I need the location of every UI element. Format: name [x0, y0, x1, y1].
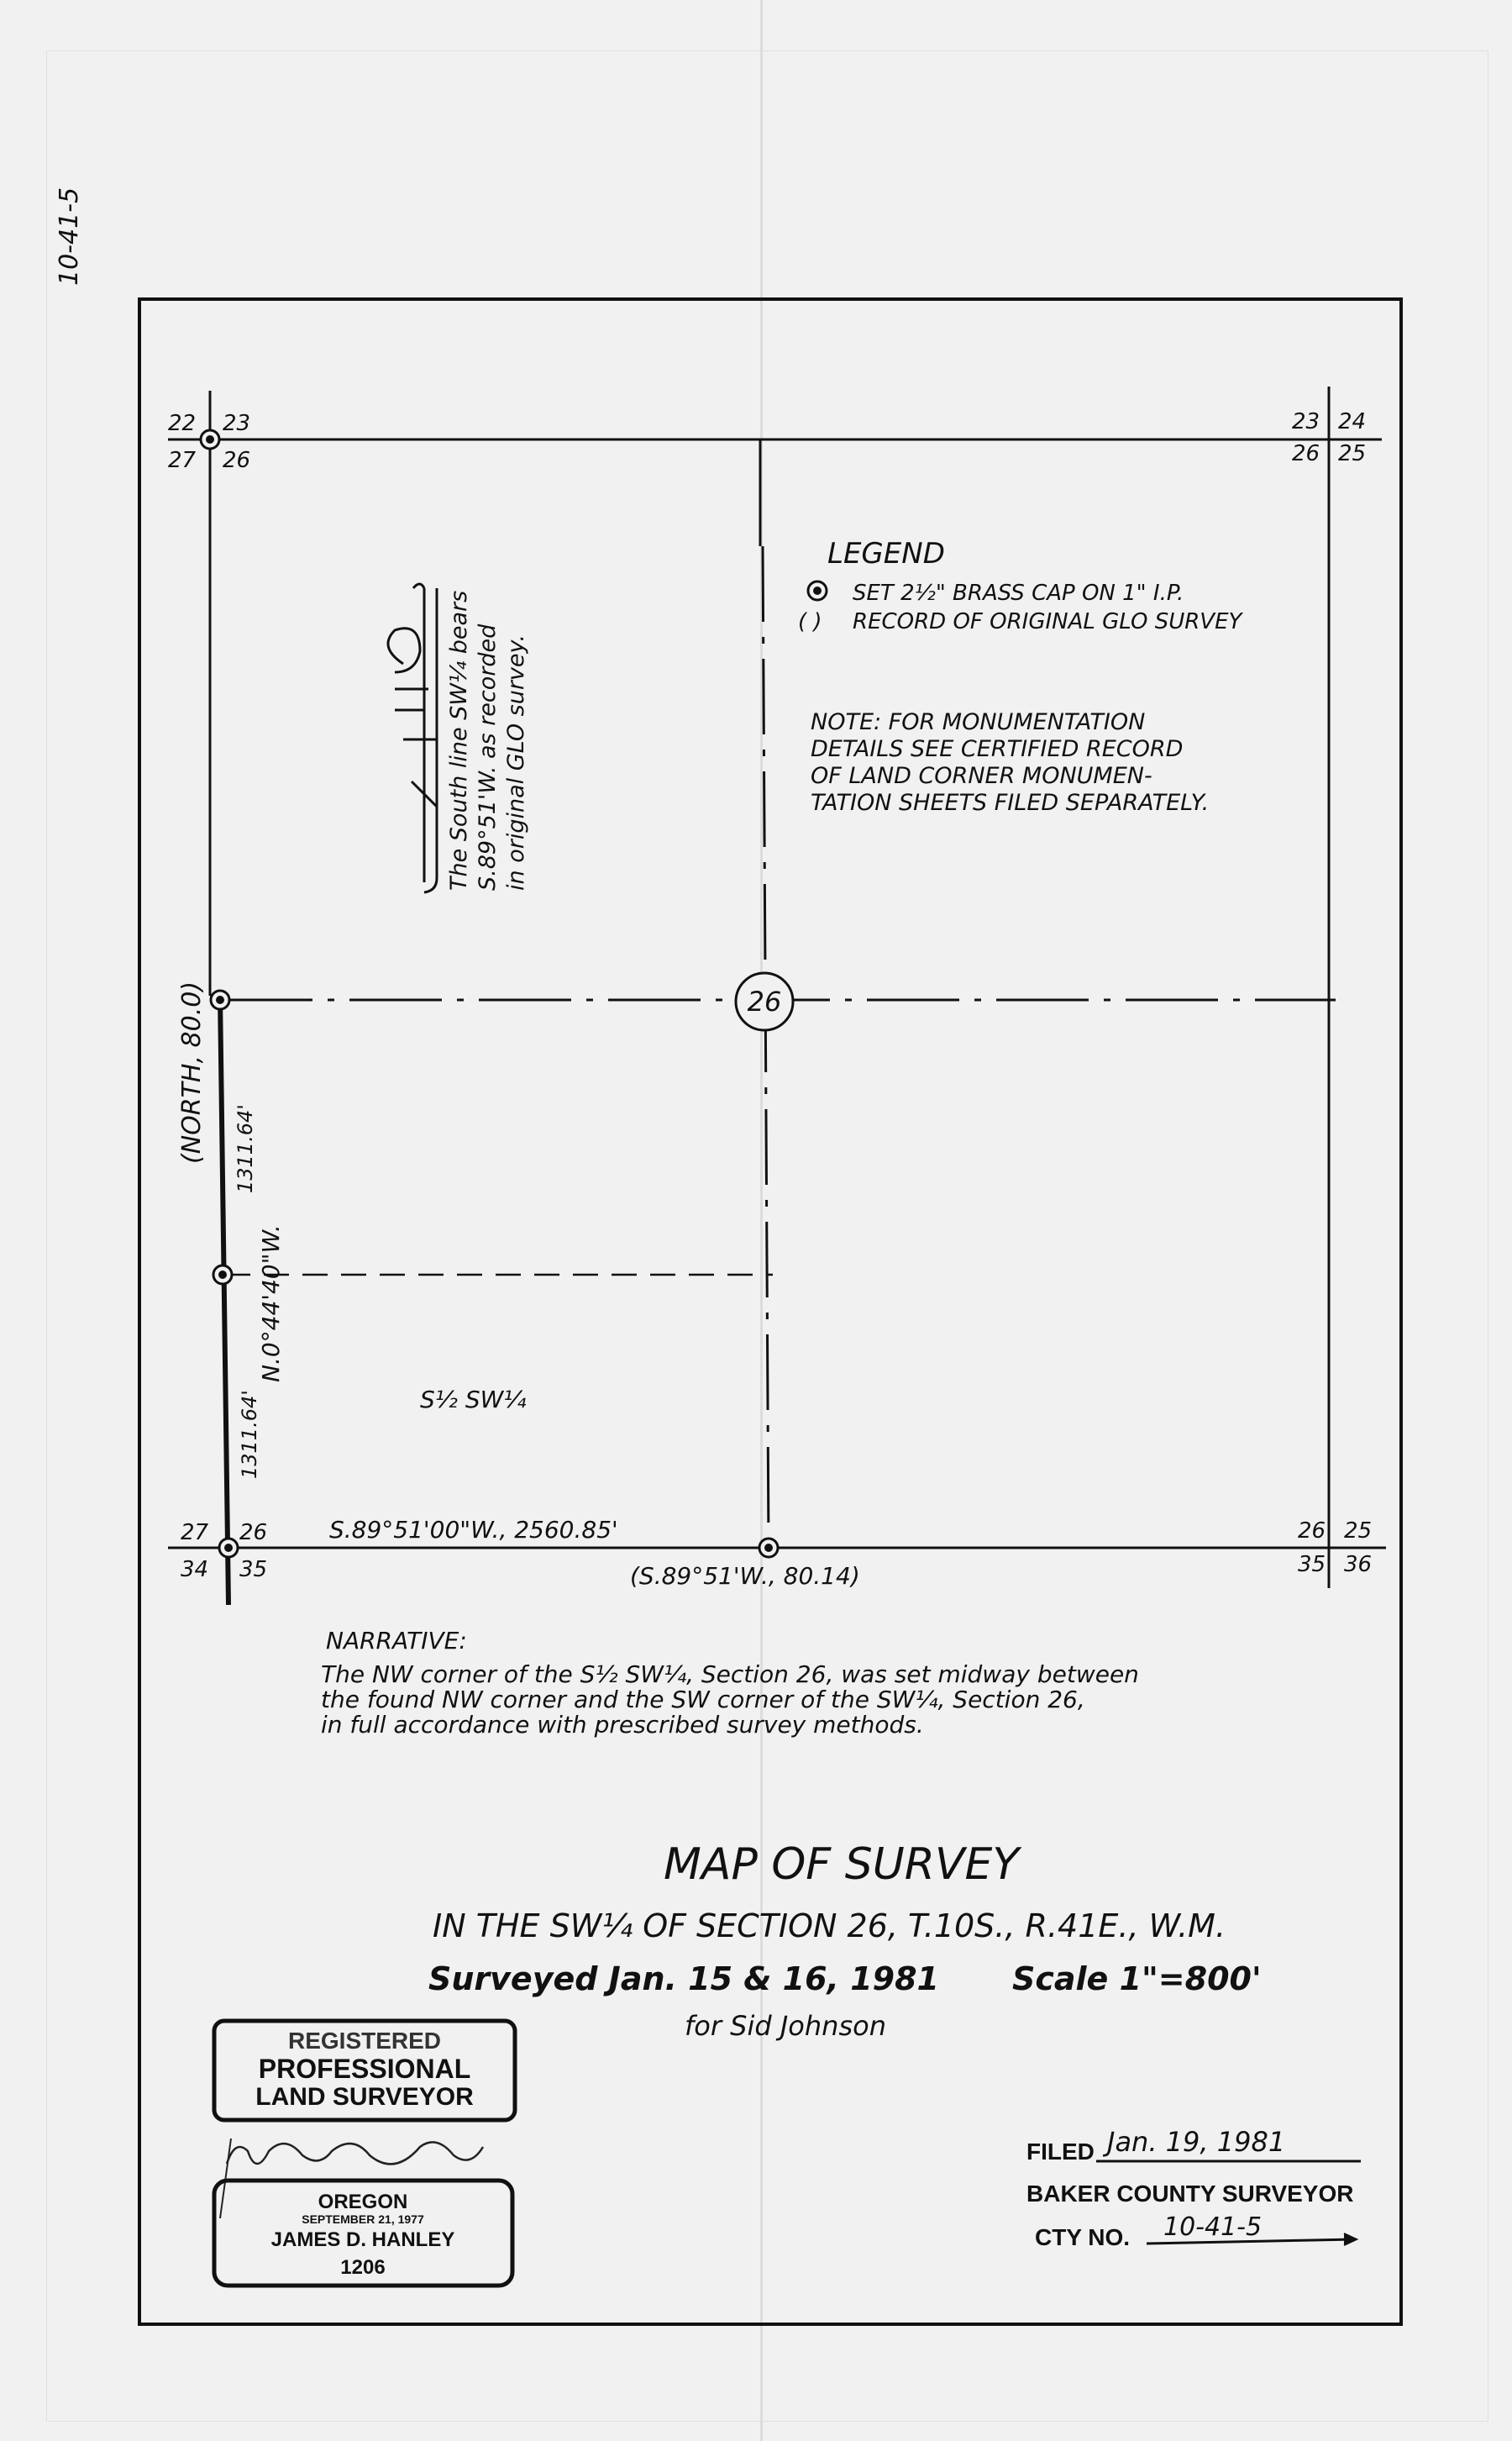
- filed-date: Jan. 19, 1981: [1107, 2126, 1286, 2158]
- svg-text:PROFESSIONAL: PROFESSIONAL: [258, 2054, 471, 2084]
- legend-brass-cap-icon: [808, 581, 827, 600]
- section-number-marker: [736, 973, 793, 1030]
- svg-text:in original GLO survey.: in original GLO survey.: [503, 634, 529, 891]
- svg-text:DETAILS SEE CERTIFIED RECORD: DETAILS SEE CERTIFIED RECORD: [811, 736, 1184, 762]
- svg-text:27: 27: [181, 1520, 209, 1545]
- svg-text:OF LAND CORNER MONUMEN-: OF LAND CORNER MONUMEN-: [811, 763, 1152, 789]
- svg-text:26: 26: [1292, 441, 1320, 466]
- section-number: 26: [747, 986, 782, 1018]
- monumentation-note: [811, 709, 1209, 816]
- svg-text:the found NW corner and the SW: the found NW corner and the SW corner of the SW¼, Section 26,: [321, 1686, 1085, 1713]
- svg-text:35: 35: [239, 1557, 268, 1582]
- county-number-label: CTY NO.: [1035, 2224, 1131, 2250]
- svg-text:26: 26: [1298, 1518, 1326, 1544]
- legend-record-icon: ( ): [798, 609, 822, 634]
- svg-text:The South line SW¼ bears: The South line SW¼ bears: [446, 590, 472, 891]
- legend: [798, 537, 1244, 634]
- narrative-title: NARRATIVE:: [326, 1627, 467, 1655]
- svg-text:25: 25: [1344, 1518, 1373, 1544]
- svg-text:36: 36: [1344, 1552, 1373, 1577]
- road-note: [446, 591, 529, 891]
- county-number-value: 10-41-5: [1163, 2212, 1263, 2242]
- oregon-surveyor-stamp: [214, 2181, 512, 2286]
- svg-text:23: 23: [223, 411, 251, 436]
- survey-date: Surveyed Jan. 15 & 16, 1981: [428, 1960, 939, 1997]
- svg-text:NOTE: FOR MONUMENTATION: NOTE: FOR MONUMENTATION: [811, 709, 1146, 735]
- west-bearing-label: N.0°44'40"W.: [257, 1224, 285, 1382]
- south-bearing-label: S.89°51'00"W., 2560.85': [329, 1516, 618, 1544]
- monument-w-quarter: [211, 991, 229, 1009]
- svg-text:in full accordance with prescr: in full accordance with prescribed survey methods.: [321, 1711, 924, 1739]
- legend-item-glo-record: RECORD OF ORIGINAL GLO SURVEY: [853, 609, 1242, 634]
- svg-text:S.89°51'W. as recorded: S.89°51'W. as recorded: [475, 623, 501, 891]
- title-block: [428, 1839, 1262, 2042]
- svg-text:JAMES D. HANLEY: JAMES D. HANLEY: [270, 2228, 455, 2251]
- svg-text:34: 34: [181, 1557, 209, 1582]
- map-title: MAP OF SURVEY: [664, 1839, 1020, 1890]
- svg-text:25: 25: [1338, 441, 1367, 466]
- west-distance-upper: 1311.64': [234, 1104, 257, 1193]
- svg-text:The NW corner of the S½ SW¼, S: The NW corner of the S½ SW¼, Section 26, was set midway between: [321, 1660, 1139, 1688]
- map-subtitle: IN THE SW¼ OF SECTION 26, T.10S., R.41E., W.M.: [433, 1907, 1226, 1944]
- margin-file-number: 10-41-5: [55, 187, 84, 286]
- svg-text:LAND SURVEYOR: LAND SURVEYOR: [255, 2083, 474, 2111]
- west-line-surveyed: [220, 996, 228, 1605]
- svg-text:24: 24: [1338, 409, 1367, 434]
- north-south-quarter-line: [763, 546, 769, 1548]
- filing-block: [1026, 2126, 1361, 2250]
- west-distance-lower: 1311.64': [238, 1390, 261, 1479]
- parcel-label: S½ SW¼: [420, 1386, 527, 1413]
- registered-surveyor-stamp: [214, 2021, 515, 2120]
- monument-nw-s-half-sw: [213, 1265, 232, 1284]
- legend-item-brass-cap: SET 2½" BRASS CAP ON 1" I.P.: [853, 581, 1184, 606]
- monument-nw-corner: [201, 430, 219, 449]
- svg-text:OREGON: OREGON: [318, 2191, 408, 2213]
- svg-text:TATION SHEETS FILED SEPARATELY: TATION SHEETS FILED SEPARATELY.: [811, 790, 1210, 816]
- road-symbol: [388, 584, 437, 892]
- svg-text:35: 35: [1298, 1552, 1326, 1577]
- svg-text:22: 22: [168, 411, 197, 436]
- south-record-label: (S.89°51'W., 80.14): [630, 1562, 860, 1590]
- narrative: [321, 1627, 1139, 1739]
- client-name: for Sid Johnson: [685, 2010, 886, 2042]
- svg-text:23: 23: [1292, 409, 1320, 434]
- svg-text:26: 26: [239, 1520, 268, 1545]
- svg-text:1206: 1206: [340, 2256, 386, 2279]
- svg-text:REGISTERED: REGISTERED: [287, 2028, 442, 2054]
- svg-text:27: 27: [168, 448, 197, 473]
- legend-title: LEGEND: [827, 537, 945, 571]
- svg-text:SEPTEMBER 21, 1977: SEPTEMBER 21, 1977: [302, 2212, 424, 2226]
- filed-label: FILED: [1026, 2139, 1095, 2165]
- map-scale: Scale 1"=800': [1012, 1960, 1262, 1997]
- west-record-label: (NORTH, 80.0): [177, 981, 207, 1164]
- county-surveyor-office: BAKER COUNTY SURVEYOR: [1026, 2181, 1354, 2207]
- monument-sw-corner: [219, 1539, 238, 1557]
- monument-s-quarter: [759, 1539, 778, 1557]
- svg-text:26: 26: [223, 448, 251, 473]
